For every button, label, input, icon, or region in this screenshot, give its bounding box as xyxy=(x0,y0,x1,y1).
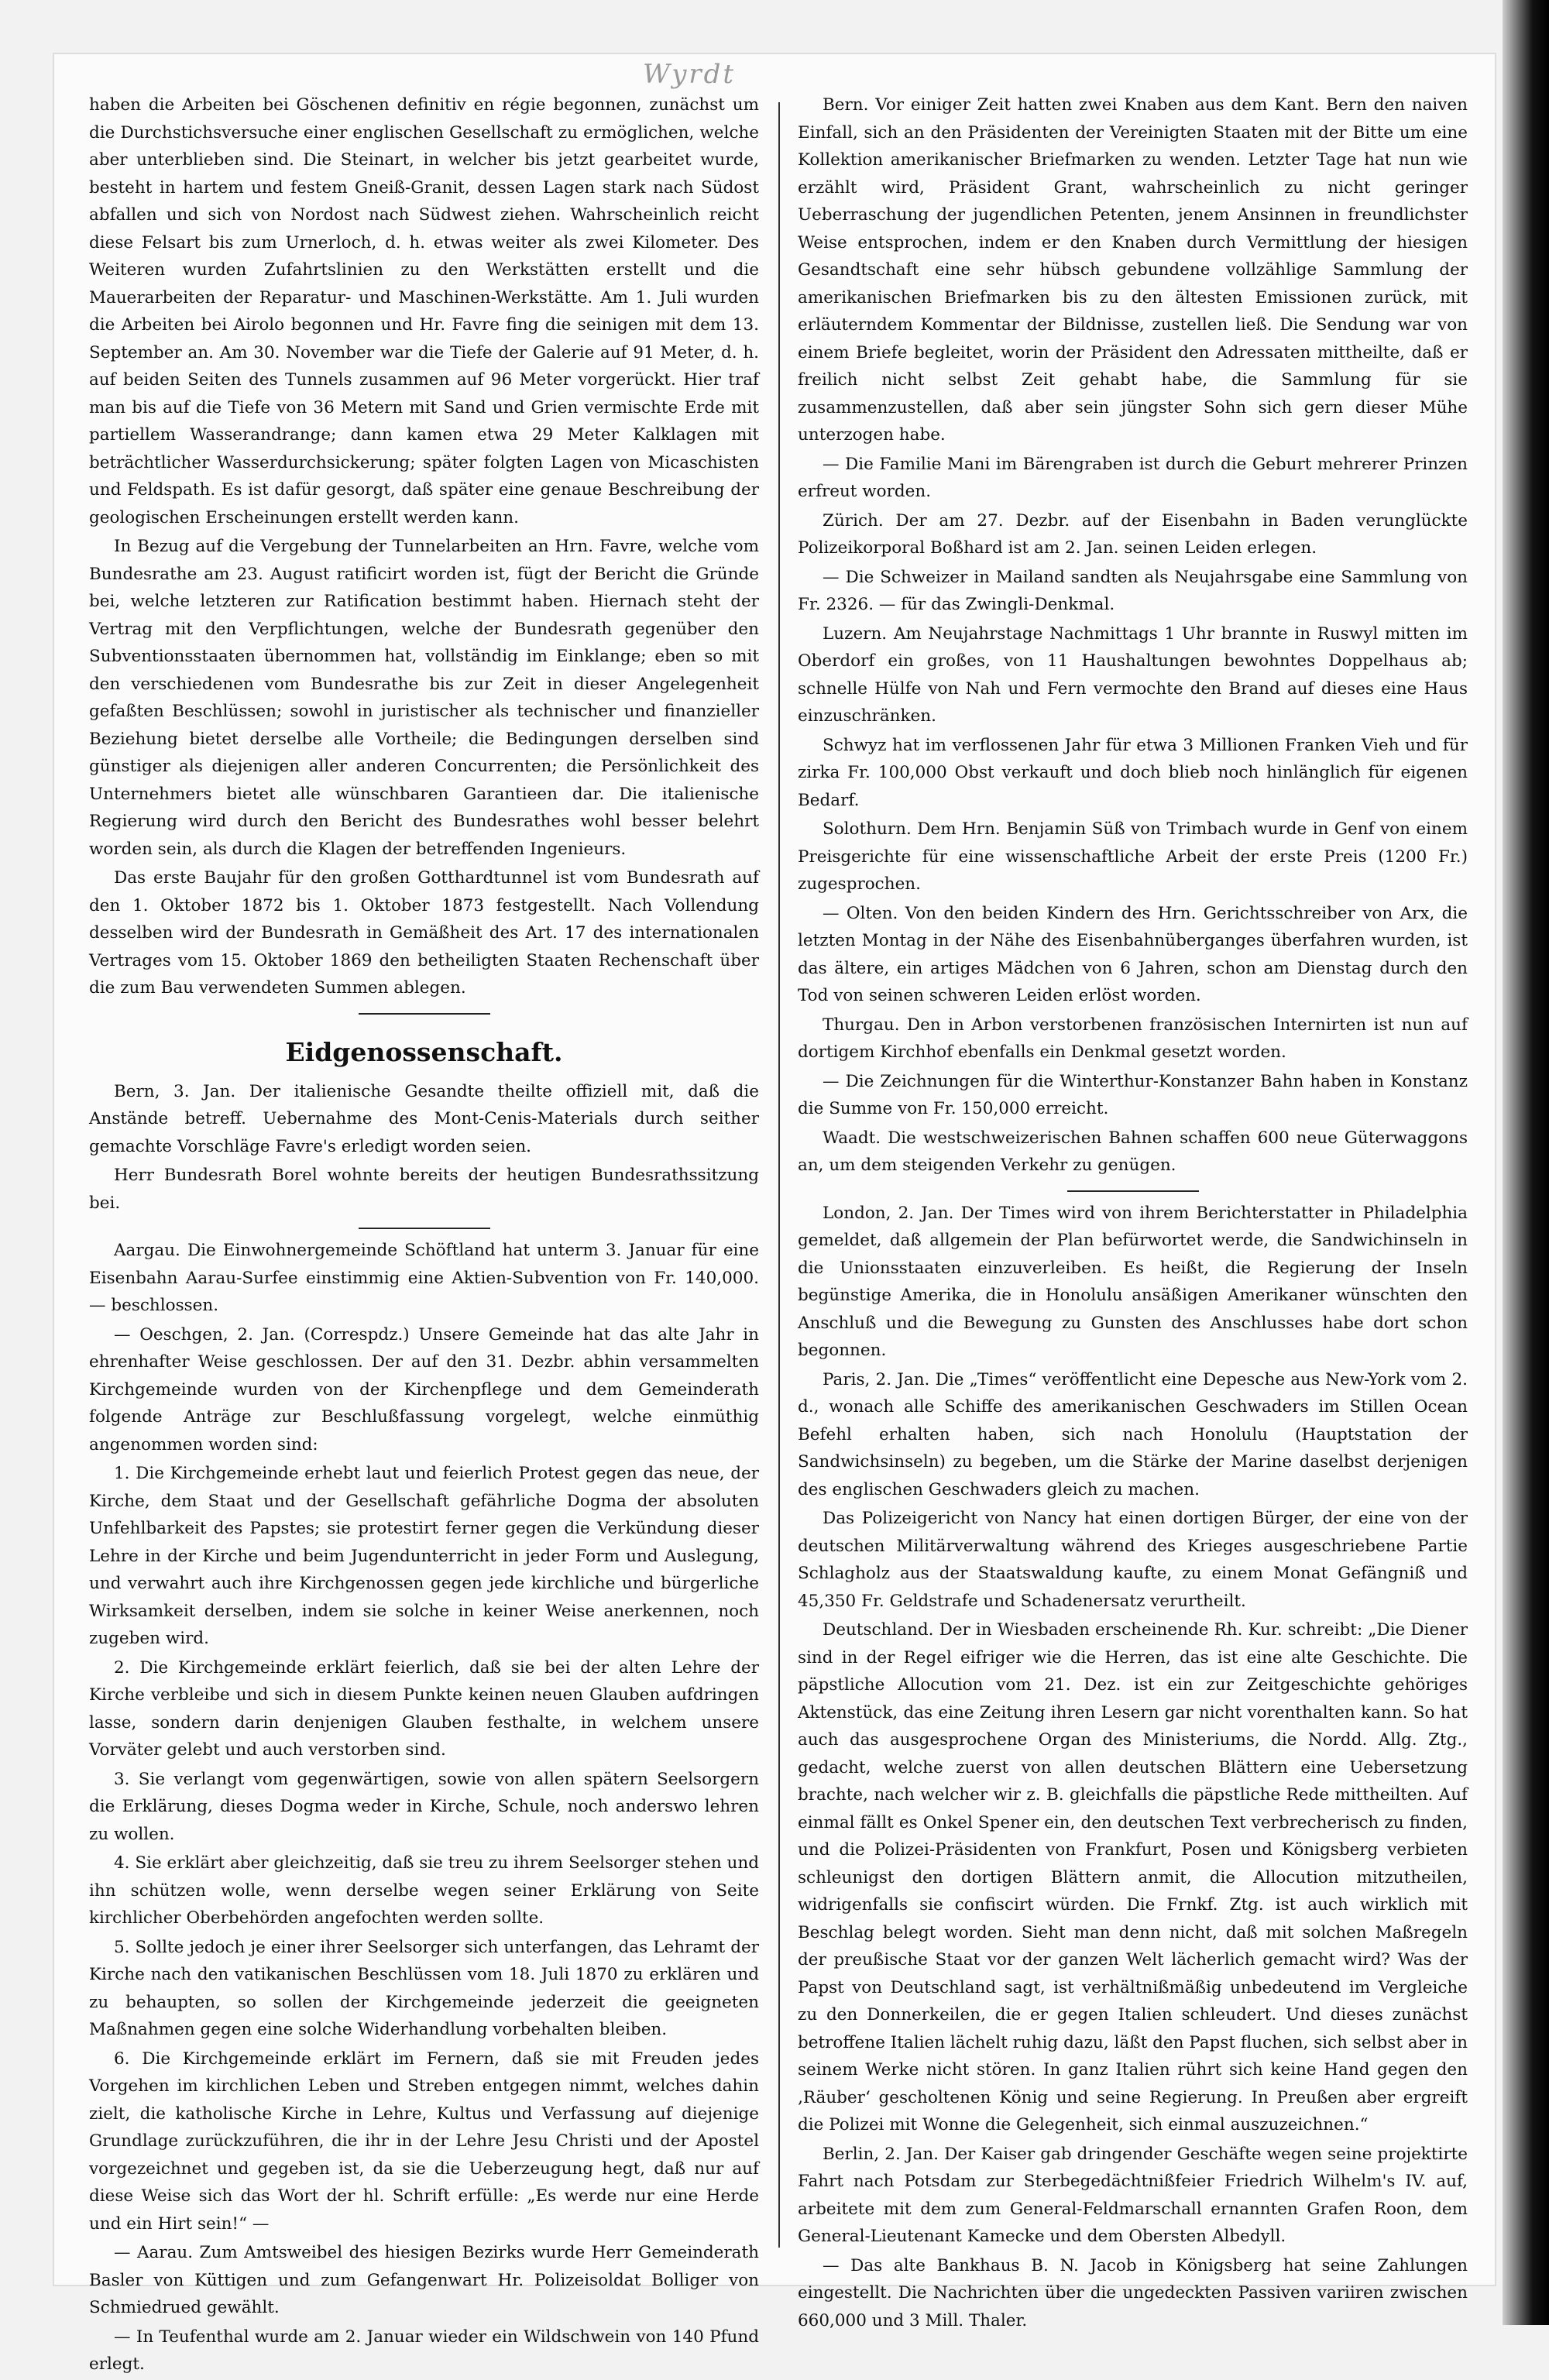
article-gotthard-3: Das erste Baujahr für den großen Gotthardtunnel ist vom Bundesrath auf den 1. Oktober 1872 bis 1. Oktober 1873 festgestellt. Nach Vollendung desselben wird der Bundesrath in Gemäßheit des Art. 17 des internationalen Vertrages vom 15. Oktober 1869 den betheiligten Staaten Rechenschaft über die zum Bau verwendeten Summen ablegen. xyxy=(89,868,759,998)
article-baerengraben: — Die Familie Mani im Bärengraben ist durch die Geburt mehrerer Prinzen erfreut worden. xyxy=(798,454,1468,501)
article-paris: Paris, 2. Jan. Die „Times“ veröffentlicht eine Depesche aus New-York vom 2. d., wonach alle Schiffe des amerikanischen Geschwaders im Stillen Ocean Befehl erhalten haben, sich nach Honolulu (Hauptstation der Sandwichsinseln) zu begeben, um die Stärke der Marine daselbst derjenigen des englischen Geschwaders gleich zu machen. xyxy=(798,1369,1468,1499)
resolution-4: 4. Sie erklärt aber gleichzeitig, daß sie treu zu ihrem Seelsorger stehen und ihn schützen wolle, wenn derselbe wegen seiner Erklärung von Seite kirchlicher Oberbehörden angefochten werden sollte. xyxy=(89,1853,759,1928)
section-rule xyxy=(359,1013,490,1015)
article-thurgau: Thurgau. Den in Arbon verstorbenen französischen Internirten ist nun auf dortigem Kirchhof ebenfalls ein Denkmal gesetzt worden. xyxy=(798,1015,1468,1062)
article-nancy: Das Polizeigericht von Nancy hat einen dortigen Bürger, der eine von der deutschen Militärverwaltung während des Krieges ausgeschriebene Partie Schlagholz aus der Staatswaldung kaufte, zu einem Monat Gefängniß und 45,350 Fr. Geldstrafe und Schadenersatz verurtheilt. xyxy=(798,1509,1468,1611)
article-luzern: Luzern. Am Neujahrstage Nachmittags 1 Uhr brannte in Ruswyl mitten im Oberdorf ein großes, von 11 Haushaltungen bewohntes Doppelhaus ab; schnelle Hülfe von Nah und Fern vermochte den Brand auf dieses eine Haus einzuschränken. xyxy=(798,623,1468,726)
resolution-6: 6. Die Kirchgemeinde erklärt im Fernern, daß sie mit Freuden jedes Vorgehen im kirchlichen Leben und Streben entgegen nimmt, welches dahin zielt, die katholische Kirche in Lehre, Kultus und Verfassung auf diejenige Grundlage zurückzuführen, die ihr in der Lehre Jesu Christi und der Apostel vorgezeichnet und gegeben ist, da sie die Ueberzeugung hegt, daß nur auf diese Weise sich das Wort der hl. Schrift erfülle: „Es werde nur eine Herde und ein Hirt sein!“ — xyxy=(89,2049,759,2234)
article-bundesrath-borel: Herr Bundesrath Borel wohnte bereits der heutigen Bundesrathssitzung bei. xyxy=(89,1166,759,1213)
resolution-3: 3. Sie verlangt vom gegenwärtigen, sowie von allen spätern Seelsorgern die Erklärung, dieses Dogma weder in Kirche, Schule, noch anderswo lehren zu wollen. xyxy=(89,1769,759,1844)
resolution-5: 5. Sollte jedoch je einer ihrer Seelsorger sich unterfangen, das Lehramt der Kirche nach den vatikanischen Beschlüssen vom 18. Juli 1870 zu erklären und zu behaupten, so sollen der Kirchgemeinde jederzeit die geeigneten Maßnahmen gegen eine solche Widerhandlung vorbehalten bleiben. xyxy=(89,1937,759,2039)
article-aargau: Aargau. Die Einwohnergemeinde Schöftland hat unterm 3. Januar für eine Eisenbahn Aarau-Surfee einstimmig eine Aktien-Subvention von Fr. 140,000. — beschlossen. xyxy=(89,1241,759,1315)
newspaper-page xyxy=(54,54,1495,2374)
right-column xyxy=(798,91,1468,2336)
article-koenigsberg: — Das alte Bankhaus B. N. Jacob in Königsberg hat seine Zahlungen eingestellt. Die Nachrichten über die ungedeckten Passiven variiren zwischen 660,000 und 3 Mill. Thaler. xyxy=(798,2255,1468,2330)
article-aarau: — Aarau. Zum Amtsweibel des hiesigen Bezirks wurde Herr Gemeinderath Basler von Küttigen und zum Gefangenwart Hr. Polizeisoldat Bolliger von Schmiedrued gewählt. xyxy=(89,2243,759,2317)
article-teufenthal: — In Teufenthal wurde am 2. Januar wieder ein Wildschwein von 140 Pfund erlegt. xyxy=(89,2327,759,2374)
section-rule xyxy=(1067,1190,1199,1192)
section-heading: Eidgenossenschaft. xyxy=(285,1036,563,1067)
resolution-1: 1. Die Kirchgemeinde erhebt laut und feierlich Protest gegen das neue, der Kirche, dem Staat und der Gesellschaft gefährliche Dogma der absoluten Unfehlbarkeit des Papstes; sie protestirt ferner gegen die Verkündung dieser Lehre in der Kirche und beim Jugendunterricht in jeder Form und Auslegung, und verwahrt auch ihre Kirchgenossen gegen jede kirchliche und bürgerliche Wirksamkeit derselben, indem sie solche in keiner Weise anerkennen, noch zugeben wird. xyxy=(89,1464,759,1648)
handwritten-note: Wyrdt xyxy=(643,59,737,90)
article-solothurn: Solothurn. Dem Hrn. Benjamin Süß von Trimbach wurde in Genf von einem Preisgerichte für eine wissenschaftliche Arbeit der erste Preis (1200 Fr.) zugesprochen. xyxy=(798,819,1468,894)
scan-edge xyxy=(1503,0,1549,2325)
article-berlin: Berlin, 2. Jan. Der Kaiser gab dringender Geschäfte wegen seine projektirte Fahrt nach Potsdam zur Sterbegedächtnißfeier Friedrich Wilhelm's IV. auf, arbeitete mit dem zum General-Feldmarschall ernannten Grafen Roon, dem General-Lieutenant Kamecke und dem Obersten Albedyll. xyxy=(798,2144,1468,2246)
article-zuerich: Zürich. Der am 27. Dezbr. auf der Eisenbahn in Baden verunglückte Polizeikorporal Boßhard ist am 2. Jan. seinen Leiden erlegen. xyxy=(798,510,1468,558)
article-gotthard-1: haben die Arbeiten bei Göschenen definitiv en régie begonnen, zunächst um die Durchstichsversuche einer englischen Gesellschaft zu ermöglichen, welche aber unterblieben sind. Die Steinart, in welcher bis jetzt gearbeitet wurde, besteht in hartem und festem Gneiß-Granit, dessen Lagen stark nach Südost abfallen und sich von Nordost nach Südwest ziehen. Wahrscheinlich reicht diese Felsart bis zum Urnerloch, d. h. etwas weiter als zwei Kilometer. Des Weiteren wurden Zufahrtslinien zu den Werkstätten erstellt und die Mauerarbeiten der Reparatur- und Maschinen-Werkstätte. Am 1. Juli wurden die Arbeiten bei Airolo begonnen und Hr. Favre fing die seinigen mit dem 13. September an. Am 30. November war die Tiefe der Galerie auf 91 Meter, d. h. auf beiden Seiten des Tunnels zusammen auf 96 Meter vorgerückt. Hier traf man bis auf die Tiefe von 36 Metern mit Sand und Grien vermischte Erde mit partiellem Wasserandrange; dann kamen etwa 29 Meter Kalklagen mit beträchtlicher Wasserdurchsickerung; später folgten Lagen von Micaschisten und Feldspath. Es ist dafür gesorgt, daß später eine genaue Beschreibung der geologischen Erscheinungen erstellt werden kann. xyxy=(89,95,759,527)
article-gotthard-2: In Bezug auf die Vergebung der Tunnelarbeiten an Hrn. Favre, welche vom Bundesrathe am 23. August ratificirt worden ist, fügt der Bericht die Gründe bei, welche letzteren zur Ratification bestimmt haben. Hiernach steht der Vertrag mit den Verpflichtungen, welche der Bundesrath gegenüber den Subventionsstaaten übernommen hat, vollständig im Einklange; eben so mit den verschiedenen vom Bundesrathe bis zur Zeit in dieser Angelegenheit gefaßten Beschlüssen; sowohl in juristischer als technischer und finanzieller Beziehung bietet derselbe alle Vortheile; die Bedingungen derselben sind günstiger als diejenigen aller anderen Concurrenten; die Persönlichkeit des Unternehmers bietet alle wünschbaren Garantieen dar. Die italienische Regierung wird durch den Bericht des Bundesrathes wohl besser belehrt worden sein, als durch die Klagen der betreffenden Ingenieurs. xyxy=(89,537,759,859)
article-london: London, 2. Jan. Der Times wird von ihrem Berichterstatter in Philadelphia gemeldet, daß allgemein der Plan befürwortet werde, die Sandwichinseln in die Unionsstaaten einzuverleiben. Es heißt, die Regierung der Inseln begünstige Amerika, die in Honolulu ansäßigen Amerikaner wünschten den Anschluß und die Bewegung zu Gunsten des Anschlusses habe dort schon begonnen. xyxy=(798,1203,1468,1360)
left-column xyxy=(89,91,759,2380)
resolution-2: 2. Die Kirchgemeinde erklärt feierlich, daß sie bei der alten Lehre der Kirche verbleibe und sich in diesem Punkte keinen neuen Glauben aufdringen lasse, sondern darin denjenigen Glauben festhalte, in welchem unsere Vorväter gelebt und auch verstorben sind. xyxy=(89,1657,759,1760)
article-schwyz: Schwyz hat im verflossenen Jahr für etwa 3 Millionen Franken Vieh und für zirka Fr. 100,000 Obst verkauft und doch blieb noch hinlänglich für eigenen Bedarf. xyxy=(798,735,1468,810)
article-oeschgen: — Oeschgen, 2. Jan. (Correspdz.) Unsere Gemeinde hat das alte Jahr in ehrenhafter Weise geschlossen. Der auf den 31. Dezbr. abhin versammelten Kirchgemeinde wurden von der Kirchenpflege und dem Gemeinderath folgende Anträge zur Beschlußfassung vorgelegt, welche einmüthig angenommen worden sind: xyxy=(89,1324,759,1454)
column-divider xyxy=(778,102,780,2248)
article-mailand: — Die Schweizer in Mailand sandten als Neujahrsgabe eine Sammlung von Fr. 2326. — für das Zwingli-Denkmal. xyxy=(798,567,1468,614)
article-konstanz: — Die Zeichnungen für die Winterthur-Konstanzer Bahn haben in Konstanz die Summe von Fr. 150,000 erreicht. xyxy=(798,1071,1468,1118)
article-waadt: Waadt. Die westschweizerischen Bahnen schaffen 600 neue Güterwaggons an, um dem steigenden Verkehr zu genügen. xyxy=(798,1128,1468,1175)
section-rule xyxy=(359,1228,490,1229)
article-bern-briefmarken: Bern. Vor einiger Zeit hatten zwei Knaben aus dem Kant. Bern den naiven Einfall, sich an den Präsidenten der Vereinigten Staaten mit der Bitte um eine Kollektion amerikanischer Briefmarken zu wenden. Letzter Tage hat nun wie erzählt wird, Präsident Grant, wahrscheinlich zu nicht geringer Ueberraschung der jugendlichen Petenten, jenem Ansinnen in freundlichster Weise entsprochen, indem er den Knaben durch Vermittlung der hiesigen Gesandtschaft eine sehr hübsch gebundene vollzählige Sammlung der amerikanischen Briefmarken bis zu den ältesten Emissionen zurück, mit erläuterndem Kommentar der Bildnisse, zustellen ließ. Die Sendung war von einem Briefe begleitet, worin der Präsident den Adressaten mittheilte, daß er freilich nicht selbst Zeit gehabt habe, die Sammlung für sie zusammenzustellen, daß aber sein jüngster Sohn sich gern dieser Mühe unterzogen habe. xyxy=(798,95,1468,445)
article-deutschland: Deutschland. Der in Wiesbaden erscheinende Rh. Kur. schreibt: „Die Diener sind in der Regel eifriger wie die Herren, das ist eine alte Geschichte. Die päpstliche Allocution vom 21. Dez. ist ein zur Zeitgeschichte gehöriges Aktenstück, das eine Zeitung ihren Lesern gar nicht vorenthalten kann. So hat auch das ausgesprochene Organ des Ministeriums, die Nordd. Allg. Ztg., gedacht, welche zuerst von allen deutschen Blättern eine Uebersetzung brachte, nach welcher wir z. B. gleichfalls die päpstliche Rede mittheilten. Auf einmal fällt es Onkel Spener ein, den deutschen Text verbrecherisch zu finden, und die Polizei-Präsidenten von Frankfurt, Posen und Königsberg verbieten schleunigst den dortigen Blättern anmit, die Allocution mitzutheilen, widrigenfalls sie confiscirt würden. Die Frnkf. Ztg. ist auch wirklich mit Beschlag belegt worden. Sieht man denn nicht, daß mit solchen Maßregeln der preußische Staat vor der ganzen Welt lächerlich gemacht wird? Was der Papst von Deutschland sagt, ist verhältnißmäßig unbedeutend im Vergleiche zu den Donnerkeilen, die er gegen Italien schleudert. Und dieses zunächst betroffene Italien lächelt ruhig dazu, läßt den Papst fluchen, sich selbst aber in seinem Werke nicht stören. In ganz Italien rührt sich keine Hand gegen den ‚Räuber‘ gescholtenen König und seine Regierung. In Preußen aber ergreift die Polizei mit Wonne die Gelegenheit, sich einmal auszuzeichnen.“ xyxy=(798,1620,1468,2134)
article-olten: — Olten. Von den beiden Kindern des Hrn. Gerichtsschreiber von Arx, die letzten Montag in der Nähe des Eisenbahnüberganges überfahren wurden, ist das ältere, ein artiges Mädchen von 6 Jahren, schon am Dienstag durch den Tod von seinen schweren Leiden erlöst worden. xyxy=(798,903,1468,1005)
article-bern-gesandte: Bern, 3. Jan. Der italienische Gesandte theilte offiziell mit, daß die Anstände betreff. Uebernahme des Mont-Cenis-Materials durch seither gemachte Vorschläge Favre's erledigt worden seien. xyxy=(89,1081,759,1156)
